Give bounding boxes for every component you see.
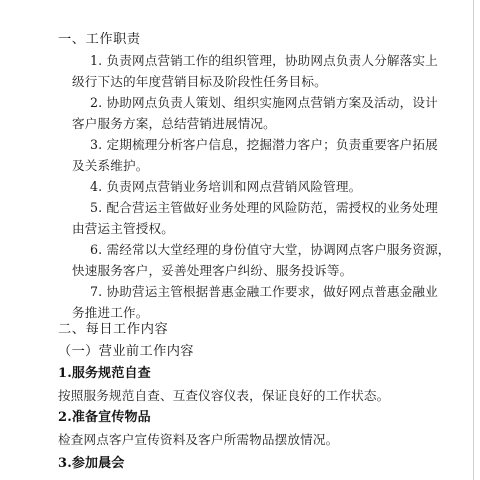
item-2-heading: 2.准备宣传物品 [58, 410, 151, 425]
section-1-line-9: 由营运主管授权。 [72, 221, 174, 236]
section-1-line-10: 6. 需经常以大堂经理的身份值守大堂，协调网点客户服务资源， [90, 242, 451, 257]
section-1-line-3: 2. 协助网点负责人策划、组织实施网点营销方案及活动，设计 [90, 95, 438, 110]
section-1-line-6: 及关系维护。 [72, 158, 149, 173]
section-1-line-7: 4. 负责网点营销业务培训和网点营销风险管理。 [90, 179, 362, 194]
section-1-line-2: 级行下达的年度营销目标及阶段性任务目标。 [72, 74, 327, 89]
section-1-line-8: 5. 配合营运主管做好业务处理的风险防范，需授权的业务处理 [90, 200, 438, 215]
item-3-heading: 3.参加晨会 [58, 456, 125, 471]
item-2-text: 检查网点客户宣传资料及客户所需物品摆放情况。 [58, 432, 339, 447]
section-1-line-11: 快速服务客户，妥善处理客户纠纷、服务投诉等。 [72, 263, 353, 278]
item-1-heading: 1.服务规范自查 [58, 366, 151, 381]
item-1-text: 按照服务规范自查、互查仪容仪表，保证良好的工作状态。 [58, 388, 390, 403]
section-1-line-12: 7. 协助营运主管根据普惠金融工作要求，做好网点普惠金融业 [90, 284, 438, 299]
section-1-title: 一、工作职责 [58, 32, 141, 47]
section-1-line-1: 1. 负责网点营销工作的组织管理，协助网点负责人分解落实上 [90, 53, 438, 68]
section-1-line-4: 客户服务方案，总结营销进展情况。 [72, 116, 276, 131]
section-1-line-13: 务推进工作。 [72, 305, 149, 320]
section-2-title: 二、每日工作内容 [58, 322, 169, 337]
section-2-subtitle: （一）营业前工作内容 [58, 344, 194, 359]
section-1-line-5: 3. 定期梳理分析客户信息，挖掘潜力客户；负责重要客户拓展 [90, 137, 438, 152]
